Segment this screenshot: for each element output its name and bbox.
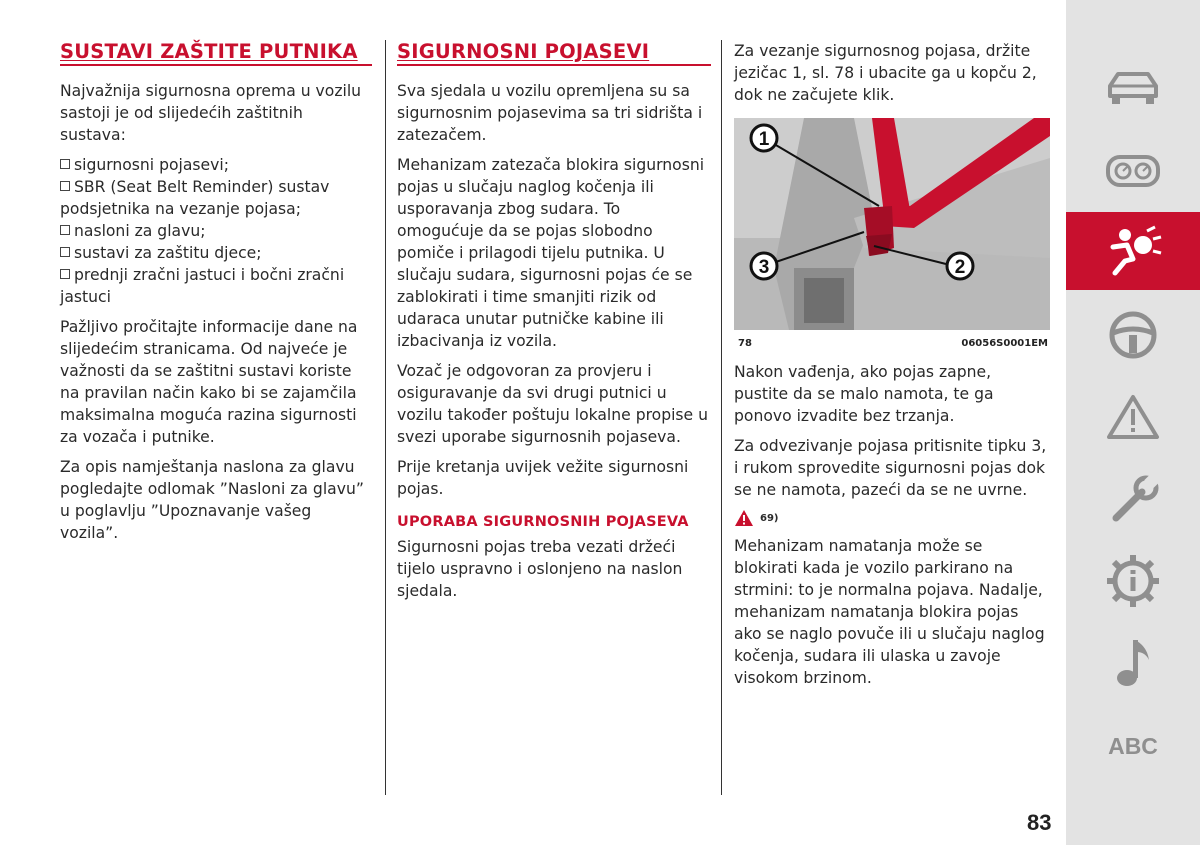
index-abc-label: ABC xyxy=(1108,732,1158,759)
music-note-icon xyxy=(1113,636,1153,690)
sidebar-item-car[interactable] xyxy=(1066,56,1200,120)
seat-belt-illustration xyxy=(734,118,1050,330)
list-item: sustavi za zaštitu djece; xyxy=(60,242,372,264)
warning-note-number: 69) xyxy=(760,512,779,524)
paragraph: Mehanizam namatanja može se blokirati kada je vozilo parkirano na strmini: to je normalna pojava. Nadalje, mehanizam namatanja blokira pojas ako se naglo povuče ili u slučaju naglog kočenja, sudara ili ulaska u zavoje visokom brzinom. xyxy=(734,537,1045,687)
list-item: SBR (Seat Belt Reminder) sustav podsjetnika na vezanje pojasa; xyxy=(60,178,330,218)
sidebar-item-steering[interactable] xyxy=(1066,304,1200,366)
sidebar-item-multimedia[interactable] xyxy=(1066,630,1200,696)
dashboard-icon xyxy=(1104,151,1162,191)
sidebar-item-warnings[interactable] xyxy=(1066,384,1200,450)
wrench-icon xyxy=(1106,474,1160,528)
airbag-icon xyxy=(1103,225,1163,277)
paragraph: Sva sjedala u vozilu opremljena su sa sigurnosnim pojasevima sa tri sidrišta i zatezačem. xyxy=(397,82,703,144)
bullet-list xyxy=(60,154,372,308)
paragraph: Najvažnija sigurnosna oprema u vozilu sastoji je od slijedećih zaštitnih sustava: xyxy=(60,82,362,144)
paragraph: Za opis namještanja naslona za glavu pogledajte odlomak ”Nasloni za glavu” u poglavlju ”Upoznavanje vašeg vozila”. xyxy=(60,458,364,542)
paragraph: Za vezanje sigurnosnog pojasa, držite jezičac 1, sl. 78 i ubacite ga u kopču 2, dok ne začujete klik. xyxy=(734,42,1037,104)
paragraph: Sigurnosni pojas treba vezati držeći tijelo uspravno i oslonjeno na naslon sjedala. xyxy=(397,538,683,600)
paragraph: Vozač je odgovoran za provjeru i osiguravanje da svi drugi putnici u vozilu također poštuju lokalne propise u svezi uporabe sigurnosnih pojaseva. xyxy=(397,362,708,446)
figure-label-2: 2 xyxy=(954,257,966,278)
section-heading-occupant-protection: SUSTAVI ZAŠTITE PUTNIKA xyxy=(60,40,372,66)
checkbox-bullet-icon xyxy=(60,247,70,257)
gear-info-icon xyxy=(1105,553,1161,609)
sidebar-item-safety[interactable] xyxy=(1066,212,1200,290)
column-1 xyxy=(60,40,372,552)
figure-label-1: 1 xyxy=(758,129,770,150)
checkbox-bullet-icon xyxy=(60,269,70,279)
subheading-seat-belt-use: UPORABA SIGURNOSNIH POJASEVA xyxy=(397,514,689,530)
car-icon xyxy=(1104,68,1162,108)
sidebar-item-maintenance[interactable] xyxy=(1066,468,1200,534)
figure-code: 06056S0001EM xyxy=(961,338,1048,349)
list-item: nasloni za glavu; xyxy=(60,220,372,242)
checkbox-bullet-icon xyxy=(60,159,70,169)
sidebar-item-index[interactable] xyxy=(1066,720,1200,772)
paragraph: Nakon vađenja, ako pojas zapne, pustite da se malo namota, te ga ponovo izvadite bez trzanja. xyxy=(734,363,994,425)
sidebar-item-technical-data[interactable] xyxy=(1066,548,1200,614)
checkbox-bullet-icon xyxy=(60,225,70,235)
figure-caption xyxy=(738,338,1048,349)
paragraph: Prije kretanja uvijek vežite sigurnosni pojas. xyxy=(397,458,689,498)
column-divider xyxy=(721,40,722,795)
column-divider xyxy=(385,40,386,795)
steering-wheel-icon xyxy=(1107,309,1159,361)
warning-icon xyxy=(1106,393,1160,441)
column-3 xyxy=(734,40,1050,697)
paragraph: Mehanizam zatezača blokira sigurnosni pojas u slučaju naglog kočenja ili usporavanja zbog sudara. To omogućuje da se pojas slobodno pomiče i prilagodi tijelu putnika. U slučaju sudara, sigurnosni pojas će se zablokirati i time smanjiti rizik od udaraca unutar putničke kabine ili izbacivanja iz vozila. xyxy=(397,156,705,350)
sidebar-item-dashboard[interactable] xyxy=(1066,138,1200,204)
paragraph: Pažljivo pročitajte informacije dane na slijedećim stranicama. Od najveće je važnosti da se zaštitni sustavi koriste na pravilan način kako bi se zajamčila maksimalna moguća razina sigurnosti za vozača i putnike. xyxy=(60,318,358,446)
chapter-sidebar xyxy=(1066,0,1200,845)
warning-reference xyxy=(734,509,1050,527)
warning-triangle-icon xyxy=(734,509,754,527)
list-item: prednji zračni jastuci i bočni zračni jastuci xyxy=(60,266,345,306)
page-number: 83 xyxy=(1027,810,1052,835)
column-2 xyxy=(397,40,711,610)
list-item: sigurnosni pojasevi; xyxy=(60,154,372,176)
seat-belt-figure xyxy=(734,118,1050,330)
checkbox-bullet-icon xyxy=(60,181,70,191)
section-heading-seat-belts: SIGURNOSNI POJASEVI xyxy=(397,40,711,66)
figure-label-3: 3 xyxy=(758,257,770,278)
figure-number: 78 xyxy=(738,338,752,349)
paragraph: Za odvezivanje pojasa pritisnite tipku 3, i rukom sprovedite sigurnosni pojas dok se ne namota, pazeći da se ne uvrne. xyxy=(734,437,1047,499)
